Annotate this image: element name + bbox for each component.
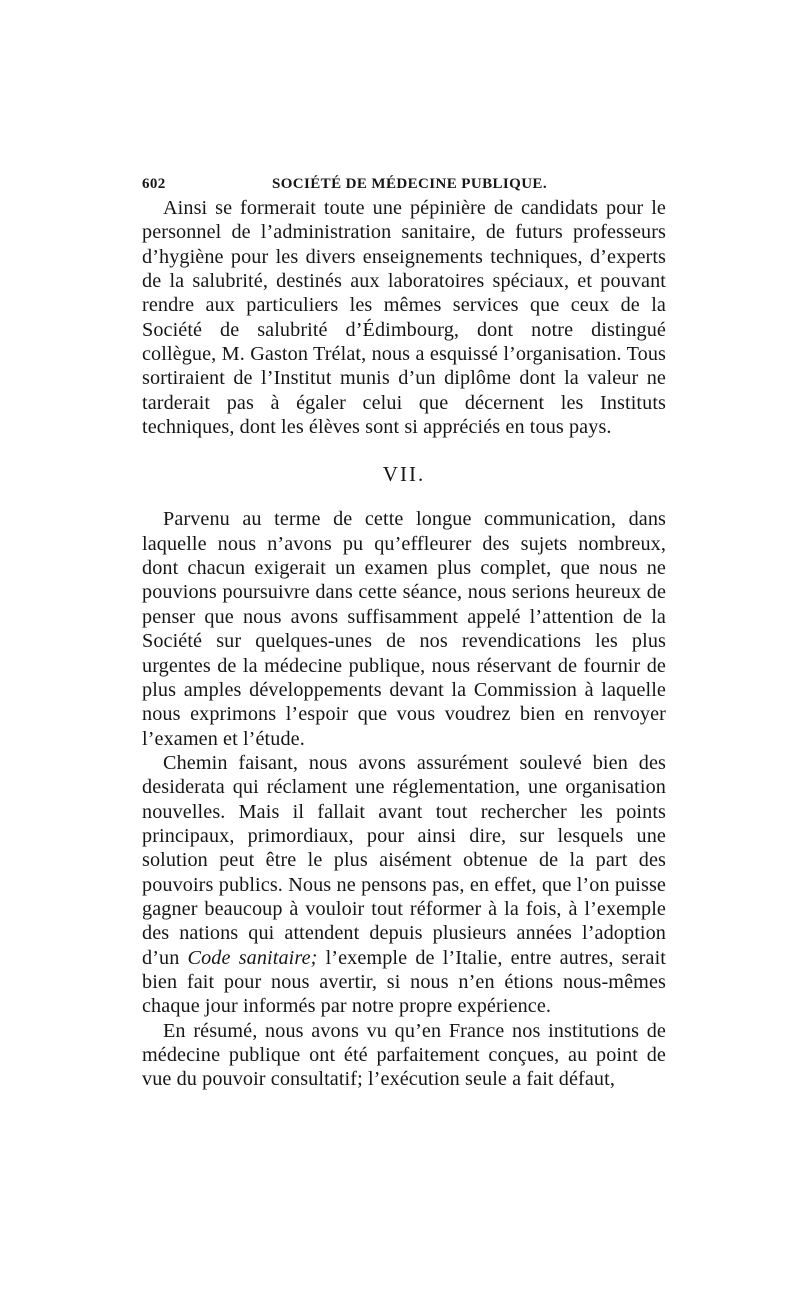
page-number: 602	[142, 176, 166, 192]
paragraph-text-after-emphasis: l’exemple de l’Italie, entre autres, serait bien fait pour nous avertir, si nous n’en étions nous-mêmes chaque jour informés par notre propre expérience.	[142, 946, 666, 1018]
running-head	[142, 170, 666, 196]
paragraph-chemin-faisant	[142, 751, 666, 1019]
paragraph-conclusion: Parvenu au terme de cette longue communication, dans laquelle nous n’avons pu qu’effleurer des sujets nombreux, dont chacun exigerait un examen plus complet, que nous ne pouvions poursuivre dans cette séance, nous serions heureux de penser que nous avons suffisamment appelé l’attention de la Société sur quelques-unes de nos revendications les plus urgentes de la médecine publique, nous réservant de fournir de plus amples développements devant la Commission à laquelle nous exprimons l’espoir que vous voudrez bien en renvoyer l’examen et l’étude.	[142, 508, 666, 750]
paragraph-resume: En résumé, nous avons vu qu’en France nos institutions de médecine publique ont été parfaitement conçues, au point de vue du pouvoir consultatif; l’exécution seule a fait défaut,	[142, 1019, 666, 1091]
emphasized-text: Code sanitaire;	[187, 946, 318, 969]
section-heading: VII.	[382, 462, 426, 487]
running-title: SOCIÉTÉ DE MÉDECINE PUBLIQUE.	[272, 176, 547, 192]
paragraph-text-before-emphasis: Chemin faisant, nous avons assurément soulevé bien des desiderata qui réclament une réglementation, une organisation nouvelles. Mais il fallait avant tout rechercher les points principaux, primordiaux, pour ainsi dire, sur lesquels une solution peut être le plus aisément obtenue de la part des pouvoirs publics. Nous ne pensons pas, en effet, que l’on puisse gagner beaucoup à vouloir tout réformer à la fois, à l’exemple des nations qui attendent depuis plusieurs années l’adoption d’un	[142, 751, 666, 969]
paragraph-institut: Ainsi se formerait toute une pépinière de candidats pour le personnel de l’administration sanitaire, de futurs professeurs d’hygiène pour les divers enseignements techniques, d’experts de la salubrité, destinés aux laboratoires spéciaux, et pouvant rendre aux particuliers les mêmes services que ceux de la Société de salubrité d’Édimbourg, dont notre distingué collègue, M. Gaston Trélat, nous a esquissé l’organisation. Tous sortiraient de l’Institut munis d’un diplôme dont la valeur ne tarderait pas à égaler celui que décernent les Instituts techniques, dont les élèves sont si appréciés en tous pays.	[142, 197, 666, 439]
book-page	[142, 170, 666, 1092]
body-text	[142, 196, 666, 1092]
